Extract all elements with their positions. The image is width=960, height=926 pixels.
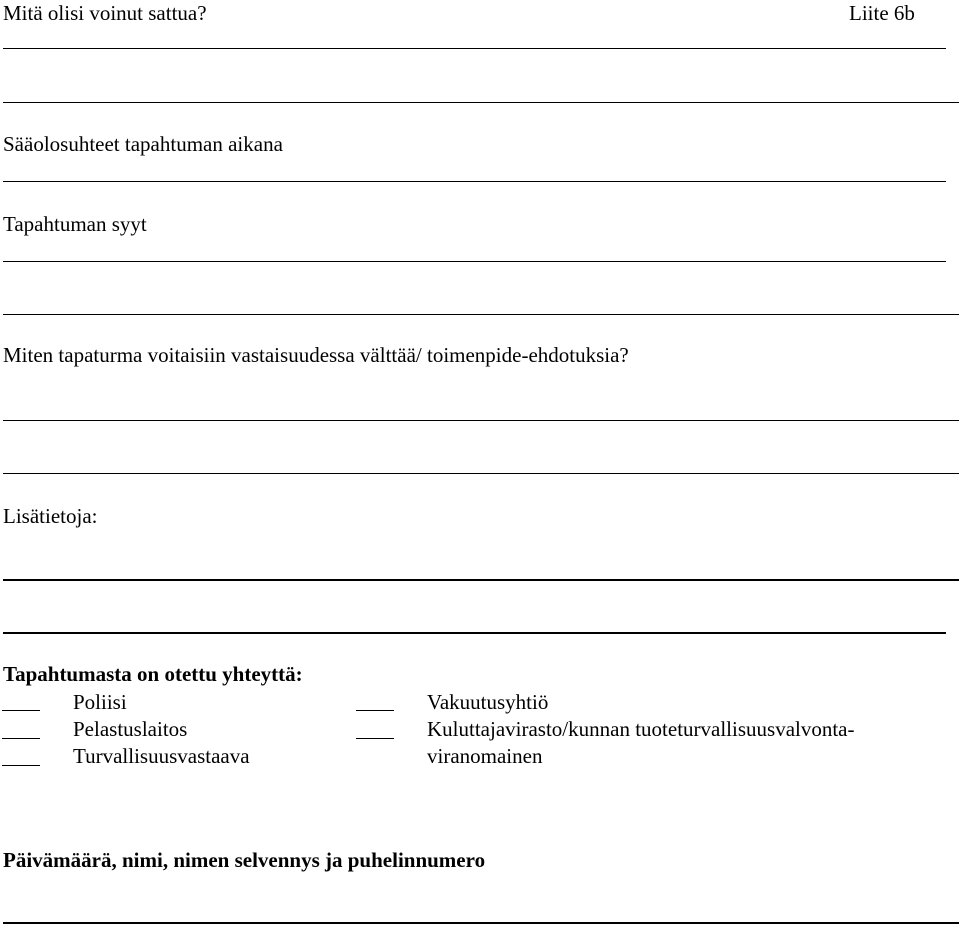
weather-label: Sääolosuhteet tapahtuman aikana bbox=[3, 132, 283, 156]
causes-label: Tapahtuman syyt bbox=[3, 212, 147, 236]
turvallisuusvastaava-checkbox-line[interactable] bbox=[2, 765, 40, 766]
vakuutusyhtio-checkbox-line[interactable] bbox=[356, 710, 394, 711]
additional-info-line[interactable] bbox=[3, 632, 946, 634]
page-title: Mitä olisi voinut sattua? bbox=[3, 1, 207, 25]
answer-line[interactable] bbox=[3, 102, 959, 103]
contact-option-poliisi: Poliisi bbox=[73, 690, 127, 714]
poliisi-checkbox-line[interactable] bbox=[2, 710, 40, 711]
contact-option-pelastuslaitos: Pelastuslaitos bbox=[73, 717, 188, 741]
prevention-answer-line[interactable] bbox=[3, 420, 959, 421]
prevention-label: Miten tapaturma voitaisiin vastaisuudessa välttää/ toimenpide-ehdotuksia? bbox=[3, 343, 629, 367]
contact-option-vakuutusyhtio: Vakuutusyhtiö bbox=[427, 690, 549, 714]
causes-answer-line[interactable] bbox=[3, 314, 959, 315]
contacts-heading: Tapahtumasta on otettu yhteyttä: bbox=[3, 662, 303, 686]
prevention-answer-line[interactable] bbox=[3, 473, 959, 474]
signature-line[interactable] bbox=[3, 922, 959, 924]
causes-answer-line[interactable] bbox=[3, 261, 946, 262]
contact-option-turvallisuusvastaava: Turvallisuusvastaava bbox=[73, 744, 250, 768]
additional-info-label: Lisätietoja: bbox=[3, 504, 98, 528]
pelastuslaitos-checkbox-line[interactable] bbox=[2, 738, 40, 739]
answer-line[interactable] bbox=[3, 48, 946, 49]
kuluttajavirasto-checkbox-line[interactable] bbox=[356, 738, 394, 739]
weather-answer-line[interactable] bbox=[3, 181, 946, 182]
signature-label: Päivämäärä, nimi, nimen selvennys ja puhelinnumero bbox=[3, 848, 486, 872]
appendix-label: Liite 6b bbox=[849, 1, 915, 25]
additional-info-line[interactable] bbox=[3, 579, 959, 581]
contact-option-kuluttajavirasto: Kuluttajavirasto/kunnan tuoteturvallisuusvalvonta- bbox=[427, 717, 855, 741]
contact-option-viranomainen: viranomainen bbox=[427, 744, 543, 768]
